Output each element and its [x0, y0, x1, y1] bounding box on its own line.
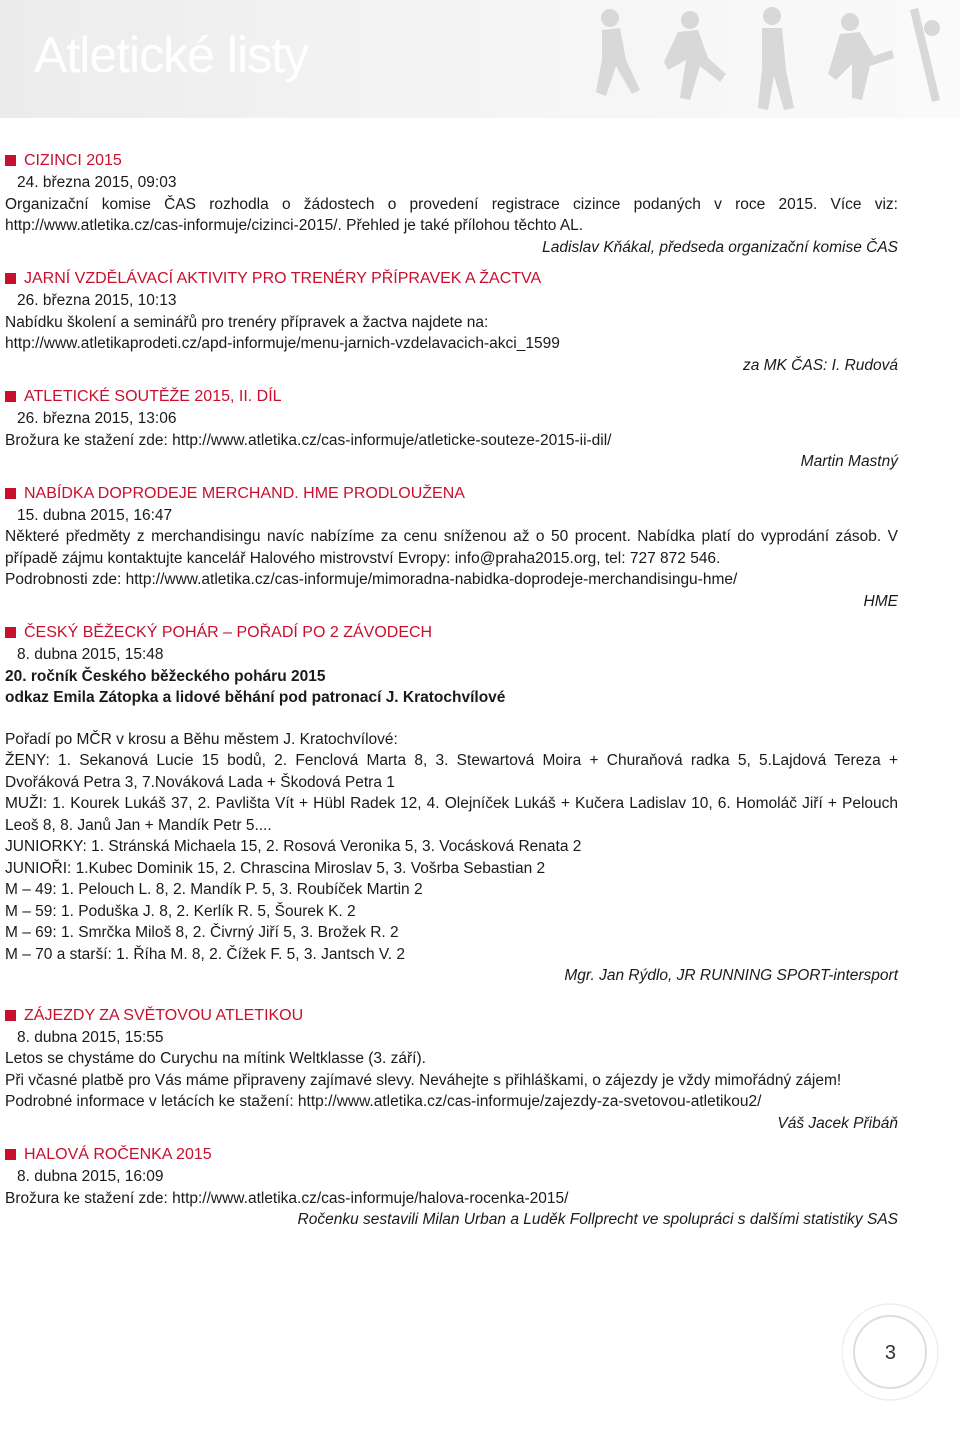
red-square-icon — [5, 273, 16, 284]
page-corner-decoration-icon — [842, 1300, 960, 1436]
red-square-icon — [5, 1149, 16, 1160]
page-content — [5, 150, 898, 1241]
section-signature: Mgr. Jan Rýdlo, JR RUNNING SPORT-intersport — [564, 967, 898, 984]
section-signature: HME — [863, 592, 898, 610]
red-square-icon — [5, 488, 16, 499]
red-square-icon — [5, 1010, 16, 1021]
red-square-icon — [5, 627, 16, 638]
athlete-silhouettes-icon — [540, 0, 960, 118]
section-title: HALOVÁ ROČENKA 2015 — [24, 1146, 212, 1163]
results-line: MUŽI: 1. Kourek Lukáš 37, 2. Pavlišta Vít + Hübl Radek 12, 4. Olejníček Lukáš + Kučera Ladislav 10, 6. Homoláč Jiří + Pelouch Leoš 8, 8. Janů Jan + Mandík Petr 5.... — [5, 795, 898, 834]
red-square-icon — [5, 391, 16, 402]
section-title: NABÍDKA DOPRODEJE MERCHAND. HME PRODLOUŽENA — [24, 484, 465, 502]
results-line: M – 49: 1. Pelouch L. 8, 2. Mandík P. 5, 3. Roubíček Martin 2 — [5, 881, 423, 898]
section-text: Organizační komise ČAS rozhodla o žádostech o provedení registrace cizince podaných v roce 2015. Více viz: http://www.atletika.cz/cas-informuje/cizinci-2015/. Přehled je také přílohou těchto AL. — [5, 195, 898, 234]
section-title: CIZINCI 2015 — [24, 152, 122, 169]
section-signature: Ročenku sestavili Milan Urban a Luděk Follprecht ve spolupráci s dalšími statistiky SAS — [297, 1211, 898, 1228]
section-date: 24. března 2015, 09:03 — [17, 174, 177, 191]
section-date: 8. dubna 2015, 15:48 — [17, 646, 164, 663]
results-line: JUNIOŘI: 1.Kubec Dominik 15, 2. Chrascina Miroslav 5, 3. Vošrba Sebastian 2 — [5, 859, 546, 877]
section-signature: Ladislav Kňákal, předseda organizační komise ČAS — [542, 238, 898, 256]
news-section-rocenka — [5, 1144, 898, 1231]
section-text: Nabídku školení a seminářů pro trenéry přípravek a žactva najdete na: — [5, 313, 489, 331]
section-link[interactable]: Brožura ke stažení zde: http://www.atletika.cz/cas-informuje/atleticke-souteze-2015-ii-dil/ — [5, 431, 612, 449]
publication-title: Atletické listy — [34, 27, 308, 83]
section-date: 8. dubna 2015, 15:55 — [17, 1028, 164, 1046]
section-text: Při včasné platbě pro Vás máme připraveny zajímavé slevy. Neváhejte s přihláškami, o zájezdy je vždy mimořádný zájem! — [5, 1071, 842, 1089]
news-section-cizinci — [5, 150, 898, 258]
news-section-zajezdy — [5, 1005, 898, 1135]
results-line: M – 70 a starší: 1. Říha M. 8, 2. Čížek F. 5, 3. Jantsch V. 2 — [5, 945, 406, 963]
section-signature: za MK ČAS: I. Rudová — [742, 356, 898, 374]
results-line: ŽENY: 1. Sekanová Lucie 15 bodů, 2. Fenclová Marta 8, 3. Stewartová Moira + Churaňová radka 5, 5.Lajdová Tereza + Dvořáková Petra 3, 7.Nováková Lada + Škodová Petra 1 — [5, 752, 898, 791]
red-square-icon — [5, 155, 16, 166]
section-text: Letos se chystáme do Curychu na mítink Weltklasse (3. září). — [5, 1050, 426, 1067]
section-text: Některé předměty z merchandisingu navíc nabízíme za cenu sníženou až o 50 procent. Nabídka platí do vyprodání zásob. V případě zájmu kontaktujte kancelář Halového mistrovství Evropy: info@praha2015.org, tel: 727 872 546. — [5, 528, 898, 567]
pohar-intro: Pořadí po MČR v krosu a Běhu městem J. Kratochvílové: — [5, 730, 398, 748]
page-header — [0, 0, 960, 118]
pohar-headline: 20. ročník Českého běžeckého poháru 2015 — [5, 667, 326, 685]
section-link[interactable]: Podrobnosti zde: http://www.atletika.cz/cas-informuje/mimoradna-nabidka-doprodeje-merchandisingu-hme/ — [5, 571, 738, 588]
section-date: 26. března 2015, 10:13 — [17, 292, 177, 309]
section-date: 15. dubna 2015, 16:47 — [17, 506, 173, 524]
news-section-jarni — [5, 268, 898, 376]
news-section-pohar — [5, 622, 898, 987]
page-number: 3 — [884, 1342, 896, 1364]
news-section-souteze — [5, 386, 898, 473]
section-link[interactable]: Podrobné informace v letácích ke stažení: http://www.atletika.cz/cas-informuje/zajezdy-za-svetovou-atletikou2/ — [5, 1093, 762, 1110]
results-line: M – 69: 1. Smrčka Miloš 8, 2. Čivrný Jiří 5, 3. Brožek R. 2 — [5, 924, 399, 941]
section-link[interactable]: http://www.atletikaprodeti.cz/apd-informuje/menu-jarnich-vzdelavacich-akci_1599 — [5, 335, 560, 352]
section-title: JARNÍ VZDĚLÁVACÍ AKTIVITY PRO TRENÉRY PŘÍPRAVEK A ŽACTVA — [24, 270, 542, 287]
section-title: ZÁJEZDY ZA SVĚTOVOU ATLETIKOU — [24, 1006, 304, 1024]
section-date: 8. dubna 2015, 16:09 — [17, 1168, 164, 1185]
pohar-subheadline: odkaz Emila Zátopka a lidové běhání pod patronací J. Kratochvílové — [5, 689, 506, 706]
section-signature: Váš Jacek Přibáň — [777, 1114, 898, 1132]
results-line: JUNIORKY: 1. Stránská Michaela 15, 2. Rosová Veronika 5, 3. Vocásková Renata 2 — [5, 838, 582, 855]
section-title: ATLETICKÉ SOUTĚŽE 2015, II. DÍL — [24, 388, 282, 405]
section-link[interactable]: Brožura ke stažení zde: http://www.atletika.cz/cas-informuje/halova-rocenka-2015/ — [5, 1189, 569, 1207]
section-title: ČESKÝ BĚŽECKÝ POHÁR – POŘADÍ PO 2 ZÁVODECH — [24, 624, 433, 641]
section-signature: Martin Mastný — [800, 453, 898, 470]
section-date: 26. března 2015, 13:06 — [17, 410, 177, 427]
results-line: M – 59: 1. Poduška J. 8, 2. Kerlík R. 5, Šourek K. 2 — [5, 902, 356, 920]
news-section-merchandise — [5, 483, 898, 613]
